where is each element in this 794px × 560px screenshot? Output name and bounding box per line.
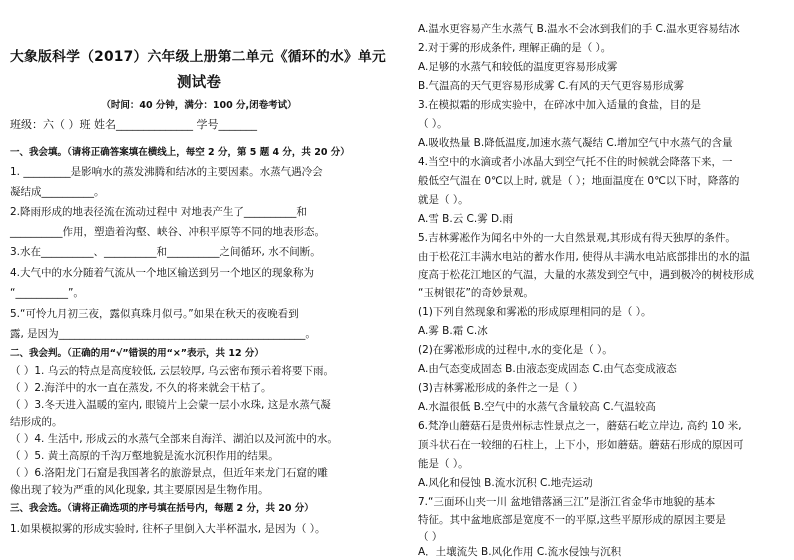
section-heading: 二、我会判。（正确的用“√”错误的用“×”表示，共 12 分） [10, 348, 264, 359]
question-line: 般低空气温在 0℃以上时, 就是（ ）；地面温度在 0℃以下时，降落的 [418, 175, 740, 187]
question-line: 5.“可怜九月初三夜，露似真珠月似弓。”如果在秋天的夜晚看到 [10, 308, 299, 320]
question-line: 2.对于雾的形成条件, 理解正确的是（ ）。 [418, 42, 612, 54]
question-line: 2.降雨形成的地表径流在流动过程中 对地表产生了__________和 [10, 206, 307, 218]
question-line: 就是（ ）。 [418, 194, 469, 206]
question-line: 7.“三面环山夹一川 盆地错落涵三江”是浙江省金华市地貌的基本 [418, 496, 716, 508]
question-line: 4.当空中的水滴或者小冰晶大到空气托不住的时候就会降落下来，一 [418, 156, 733, 168]
question-line: A．土壤流失 B.风化作用 C.流水侵蚀与沉积 [418, 546, 622, 558]
question-line: “__________”。 [10, 287, 84, 299]
question-line: 顶斗状石在一较细的石柱上，上下小，形如蘑菇。蘑菇石形成的原因可 [418, 439, 744, 451]
question-line: A.足够的水蒸气和较低的温度更容易形成雾 [418, 61, 618, 73]
question-line: 特征。其中盆地底部是宽度不一的平原,这些平原形成的原因主要是 [418, 514, 726, 526]
question-line: （ ）4. 生活中, 形成云的水蒸气全部来自海洋、湖泊以及河流中的水。 [10, 433, 338, 445]
question-line: (1)下列自然现象和雾凇的形成原理相同的是（ ）。 [418, 306, 652, 318]
question-line: A.温水更容易产生水蒸气 B.温水不会冰到我们的手 C.温水更容易结冰 [418, 23, 740, 35]
question-line: 4.大气中的水分随着气流从一个地区输送到另一个地区的现象称为 [10, 267, 315, 279]
question-line: A.风化和侵蚀 B.流水沉积 C.地壳运动 [418, 477, 593, 489]
question-line: （ ）3.冬天进入温暖的室内, 眼镜片上会蒙一层小水珠, 这是水蒸气凝 [10, 399, 331, 411]
page-title: 大象版科学（2017）六年级上册第二单元《循环的水》单元 [10, 49, 386, 65]
question-line: 3.在模拟霜的形成实验中，在碎冰中加入适量的食盐，目的是 [418, 99, 702, 111]
question-line: 1. _________是影响水的蒸发沸腾和结冰的主要因素。水蒸气遇冷会 [10, 166, 323, 178]
section-heading: 三、我会选。（请将正确选项的序号填在括号内，每题 2 分，共 20 分） [10, 503, 314, 514]
question-line: 能是（ ）。 [418, 458, 469, 470]
question-line: “玉树银花”的奇妙景观。 [418, 287, 534, 299]
student-info-line: 班级：六（ ）班 姓名______________ 学号_______ [10, 118, 257, 131]
question-line: 5.吉林雾凇作为闻名中外的一大自然景观,其形成有得天独厚的条件。 [418, 232, 736, 244]
question-line: A.吸收热量 B.降低温度,加速水蒸气凝结 C.增加空气中水蒸气的含量 [418, 137, 733, 149]
question-line: （ ）1. 乌云的特点是高度较低, 云层较厚, 乌云密布预示着将要下雨。 [10, 365, 335, 377]
question-line: （ ）2.海洋中的水一直在蒸发, 不久的将来就会干枯了。 [10, 382, 272, 394]
question-line: (3)吉林雾凇形成的条件之一是（ ） [418, 382, 584, 394]
question-line: 由于松花江丰满水电站的蓄水作用, 使得从丰满水电站底部排出的水的温 [418, 251, 751, 263]
question-line: A.雾 B.霜 C.冰 [418, 325, 488, 337]
question-line: __________作用，塑造着沟壑、峡谷、冲积平原等不同的地表形态。 [10, 226, 325, 238]
question-line: A.水温很低 B.空气中的水蒸气含量较高 C.气温较高 [418, 401, 656, 413]
question-line: （ ）6.洛阳龙门石窟是我国著名的旅游景点，但近年来龙门石窟的雕 [10, 467, 328, 479]
question-line: 6.梵净山蘑菇石是贵州标志性景点之一，蘑菇石屹立岸边, 高约 10 米, [418, 420, 742, 432]
question-line: 像出现了较为严重的风化现象, 其主要原因是生物作用。 [10, 484, 269, 496]
question-line: 凝结成__________。 [10, 186, 105, 198]
question-line: (2)在雾凇形成的过程中,水的变化是（ ）。 [418, 344, 613, 356]
question-line: 度高于松花江地区的气温，大量的水蒸发到空气中，遇到极冷的树枝形成 [418, 269, 754, 281]
question-line: A.由气态变成固态 B.由液态变成固态 C.由气态变成液态 [418, 363, 677, 375]
section-heading: 一、我会填。（请将正确答案填在横线上，每空 2 分，第 5 题 4 分，共 20 分） [10, 147, 350, 158]
question-line: 结形成的。 [10, 416, 63, 428]
exam-info: （时间：40 分钟，满分：100 分,闭卷考试） [101, 100, 297, 111]
page-title-line2: 测试卷 [176, 75, 222, 91]
question-line: 1.如果模拟雾的形成实验时, 往杯子里倒入大半杯温水, 是因为（ ）。 [10, 523, 326, 535]
question-line: B.气温高的天气更容易形成雾 C.有风的天气更容易形成雾 [418, 80, 685, 92]
question-line: （ ）。 [418, 118, 448, 130]
question-line: A.雪 B.云 C.雾 D.雨 [418, 213, 513, 225]
question-line: 露, 是因为_______________________________________________。 [10, 328, 316, 340]
question-line: （ ）5. 黄土高原的千沟万壑地貌是流水沉积作用的结果。 [10, 450, 279, 462]
question-line: 3.水在__________、__________和__________之间循环, 水不间断。 [10, 246, 321, 258]
question-line: （ ） [418, 531, 443, 543]
